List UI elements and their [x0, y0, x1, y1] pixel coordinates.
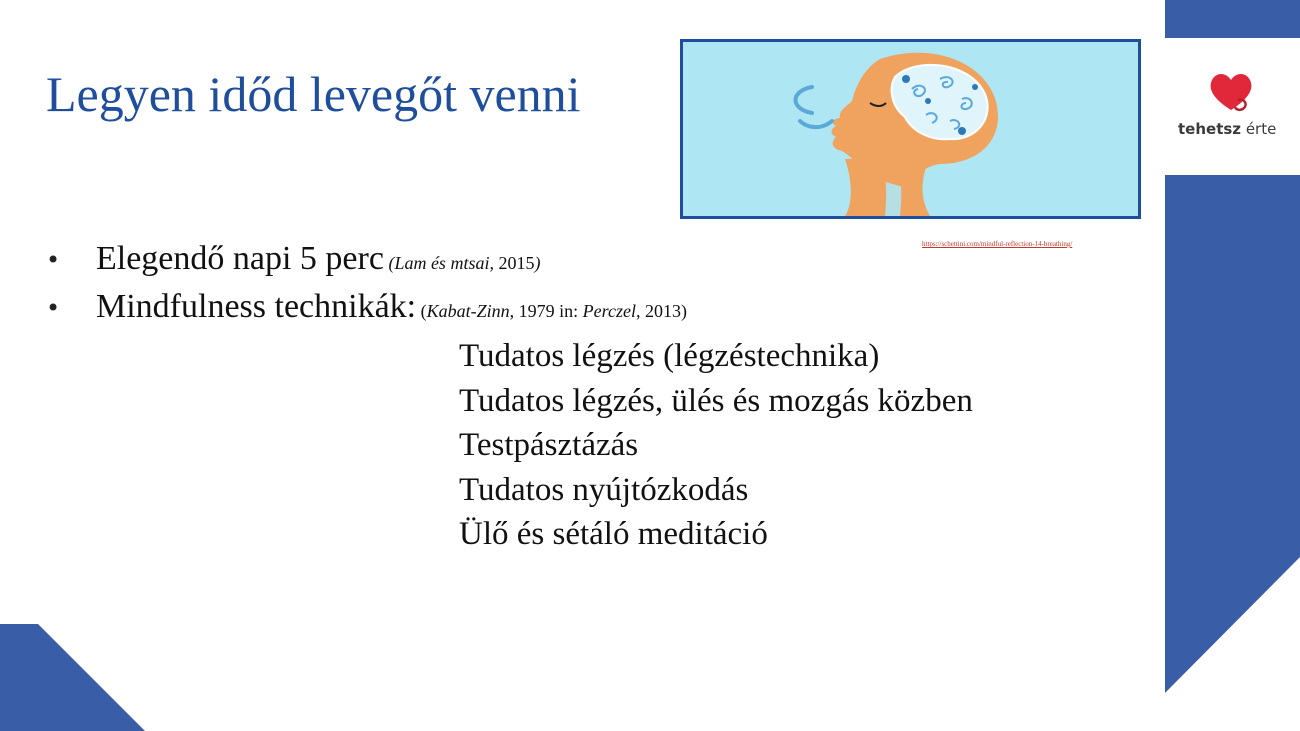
citation-author: Perczel	[582, 301, 636, 321]
citation-open: (	[383, 253, 395, 273]
tehetsz-erte-logo	[1172, 68, 1294, 148]
citation-author: Lam és mtsai,	[394, 253, 494, 273]
bullet-marker: •	[46, 246, 61, 274]
heart-icon	[1208, 70, 1254, 114]
bottom-left-triangle	[0, 624, 145, 731]
citation-open: (	[416, 301, 427, 321]
bullet-text	[96, 236, 540, 286]
technique-item: Tudatos légzés (légzéstechnika)	[459, 338, 880, 374]
right-side-panel	[1165, 175, 1300, 693]
bullet-text	[96, 284, 687, 334]
technique-item: Tudatos nyújtózkodás	[459, 471, 749, 508]
citation-author: Kabat-Zinn	[426, 301, 510, 321]
slide-title: Legyen időd levegőt venni	[46, 66, 581, 122]
right-top-band	[1165, 0, 1300, 38]
bullet-citation	[416, 301, 687, 321]
logo-text	[1178, 120, 1276, 138]
bullet-citation	[384, 253, 541, 273]
citation-close: )	[534, 253, 541, 273]
logo-text-bold: tehetsz	[1178, 120, 1242, 138]
bullet-main-text: Mindfulness technikák:	[96, 288, 417, 325]
technique-item: Tudatos légzés, ülés és mozgás közben	[459, 382, 973, 419]
citation-mid: , 1979 in:	[509, 301, 583, 321]
citation-end: , 2013)	[635, 301, 687, 321]
technique-item: Testpásztázás	[459, 427, 639, 463]
logo-text-light: érte	[1245, 120, 1277, 138]
bullet-main-text: Elegendő napi 5 perc	[96, 240, 384, 277]
breathing-illustration	[680, 39, 1141, 219]
technique-item: Ülő és sétáló meditáció	[459, 516, 768, 552]
technique-list	[459, 334, 973, 557]
bullet-marker: •	[46, 294, 61, 322]
citation-year: 2015	[493, 253, 535, 273]
image-credit-link[interactable]: https://schettini.com/mindful-reflection-14-breathing/	[922, 240, 1073, 248]
